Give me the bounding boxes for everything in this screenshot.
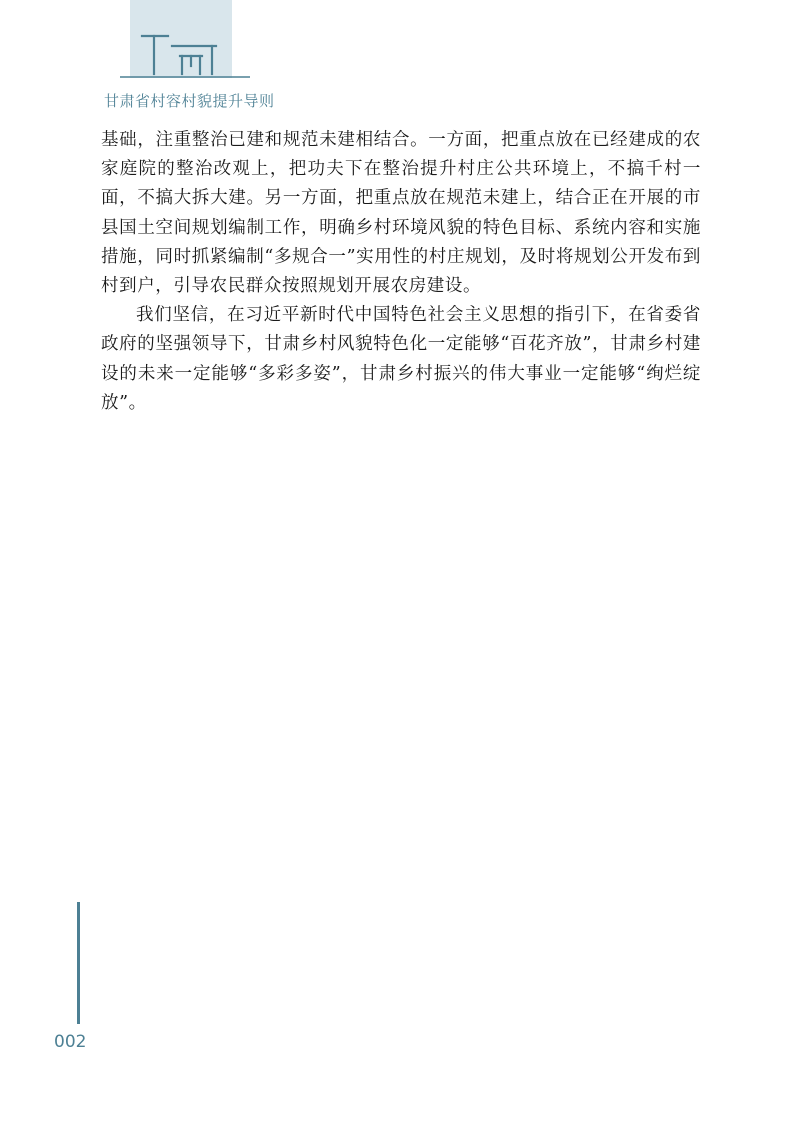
body-paragraph-2: 我们坚信，在习近平新时代中国特色社会主义思想的指引下，在省委省政府的坚强领导下，甘肃乡村风貌特色化一定能够“百花齐放”，甘肃乡村建设的未来一定能够“多彩多姿”，甘肃乡村振兴的伟大事业一定能够“绚烂绽放”。	[101, 305, 701, 413]
running-title: 甘肃省村容村貌提升导则	[104, 92, 275, 110]
body-text	[101, 126, 701, 418]
page-number: 002	[54, 1032, 87, 1052]
body-paragraph-1: 基础，注重整治已建和规范未建相结合。一方面，把重点放在已经建成的农家庭院的整治改观上，把功夫下在整治提升村庄公共环境上，不搞千村一面，不搞大拆大建。另一方面，把重点放在规范未建上，结合正在开展的市县国土空间规划编制工作，明确乡村环境风貌的特色目标、系统内容和实施措施，同时抓紧编制“多规合一”实用性的村庄规划，及时将规划公开发布到村到户，引导农民群众按照规划开展农房建设。	[101, 130, 701, 297]
footer-side-rule	[77, 902, 80, 1024]
village-gate-icon	[120, 22, 250, 82]
